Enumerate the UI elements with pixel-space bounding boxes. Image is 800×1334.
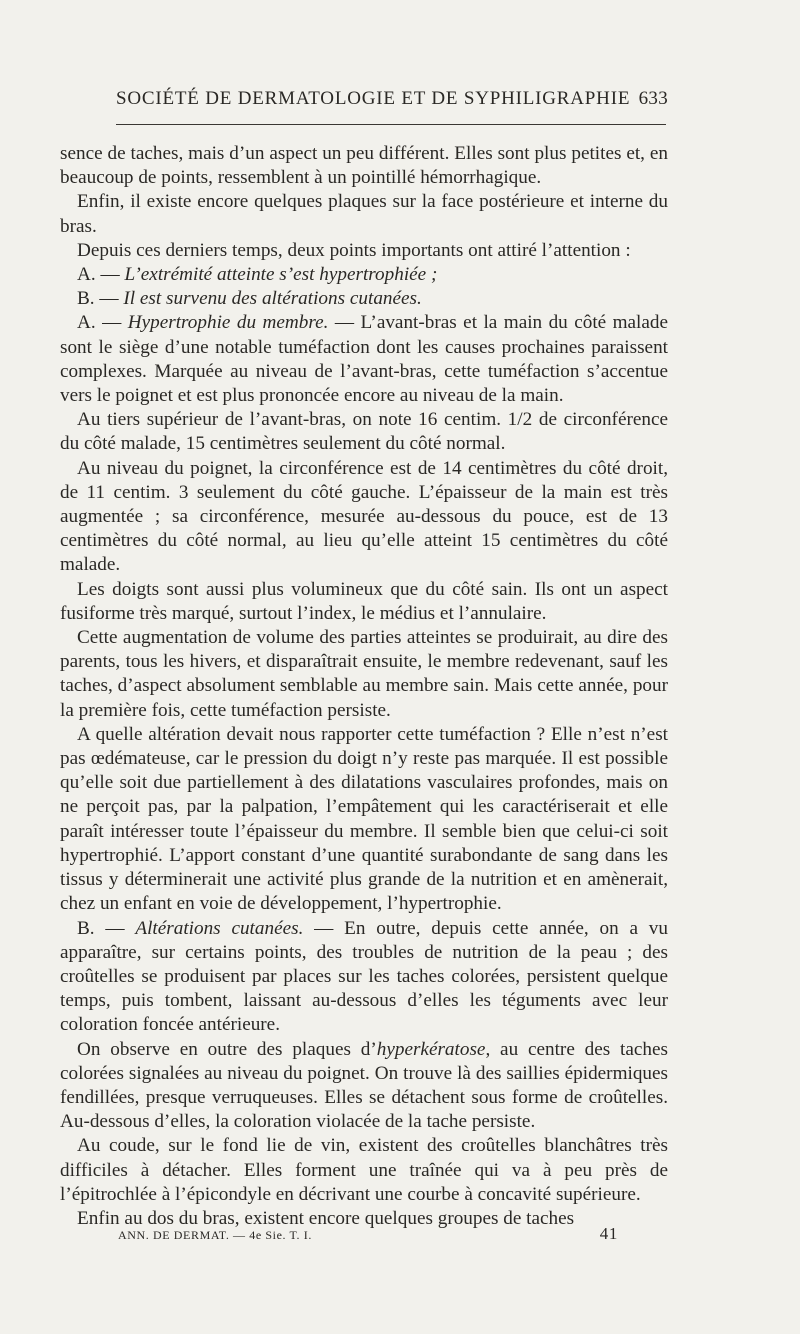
page-number: 633: [638, 88, 668, 109]
text-run: On observe en outre des plaques d’: [77, 1038, 377, 1060]
header-rule: [116, 124, 666, 125]
paragraph: Au tiers supérieur de l’avant-bras, on note 16 centim. 1/2 de circonférence du côté malade, 15 centimètres seulement du côté normal.: [60, 409, 668, 455]
list-label: B. —: [77, 288, 119, 310]
paragraph: Les doigts sont aussi plus volumineux que du côté sain. Ils ont un aspect fusiforme très marqué, surtout l’index, le médius et l’annulaire.: [60, 578, 668, 624]
signature-mark: 41: [599, 1224, 618, 1243]
paragraph: Depuis ces derniers temps, deux points importants ont attiré l’attention :: [77, 239, 631, 261]
header-title: SOCIÉTÉ DE DERMATOLOGIE ET DE SYPHILIGRAPHIE: [116, 88, 631, 109]
paragraph: A quelle altération devait nous rapporter cette tuméfaction ? Elle n’est n’est pas œdémateuse, car le pression du doigt n’y reste pas marquée. Il est possible qu’elle soit due partiellement à des dilatations vasculaires profondes, mais on ne perçoit pas, par la palpation, l’empâtement qui les caractériserait et elle paraît intéresser toute l’épaisseur du membre. Il semble bien que celui-ci soit hypertrophié. L’apport constant d’une quantité surabondante de sang dans les tissus y déterminerait une activité plus grande de la nutrition et en amènerait, chez un enfant en voie de développement, l’hypertrophie.: [60, 723, 668, 915]
running-header: [116, 88, 668, 110]
section-label: A. —: [77, 312, 122, 334]
list-label: A. —: [77, 264, 120, 286]
paragraph: Au coude, sur le fond lie de vin, existent des croûtelles blanchâtres très difficiles à détacher. Elles forment une traînée qui va à peu près de l’épitrochlée à l’épicondyle en décrivant une courbe à concavité supérieure.: [60, 1135, 668, 1205]
list-item-b: [60, 287, 668, 311]
section-hypertrophie: [60, 311, 668, 408]
journal-reference: ANN. DE DERMAT. — 4e Sie. T. I.: [118, 1228, 312, 1242]
section-alterations: [60, 917, 668, 1038]
list-text: Il est survenu des altérations cutanées.: [123, 288, 422, 310]
italic-term: hyperkératose: [376, 1038, 486, 1060]
section-label: B. —: [77, 917, 125, 939]
list-text: L’extrémité atteinte s’est hypertrophiée ;: [124, 264, 438, 286]
paragraph: [60, 1038, 668, 1135]
text-run: , au centre des taches colorées signalées au niveau du poignet. On trouve là des saillies épidermiques fendillées, presque verruqueuses. Elles se détachent sous forme de croûtelles. Au-dessous d’elles, la coloration violacée de la tache persiste.: [60, 1038, 668, 1133]
section-title: Altérations cutanées.: [135, 917, 304, 939]
paragraph: Au niveau du poignet, la circonférence est de 14 centimètres du côté droit, de 11 centim. 3 seulement du côté gauche. L’épaisseur de la main est très augmentée ; sa circonférence, mesurée au-dessous du pouce, est de 13 centimètres du côté normal, au lieu qu’elle atteint 15 centimètres du côté malade.: [60, 457, 668, 576]
paragraph: Enfin au dos du bras, existent encore quelques groupes de taches: [77, 1207, 575, 1229]
list-item-a: [60, 263, 668, 287]
section-text: — L’avant-bras et la main du côté malade sont le siège d’une notable tuméfaction dont les causes prochaines paraissent complexes. Marquée au niveau de l’avant-bras, cette tuméfaction s’accentue vers le poignet et est plus prononcée encore au niveau de la main.: [60, 312, 669, 407]
section-title: Hypertrophie du membre.: [127, 312, 329, 334]
paragraph: Enfin, il existe encore quelques plaques sur la face postérieure et interne du bras.: [60, 191, 668, 237]
page-footer: [118, 1224, 618, 1244]
paragraph: Cette augmentation de volume des parties atteintes se produirait, au dire des parents, tous les hivers, et disparaîtrait ensuite, le membre redevenant, sauf les taches, d’aspect absolument semblable au membre sain. Mais cette année, pour la première fois, cette tuméfaction persiste.: [60, 627, 668, 721]
body-text: [60, 142, 668, 1231]
section-text: — En outre, depuis cette année, on a vu apparaître, sur certains points, des troubles de nutrition de la peau ; des croûtelles se produisent par places sur les taches colorées, persistent quelque temps, puis tombent, laissant au-dessous d’elles les téguments avec leur coloration foncée antérieure.: [60, 917, 668, 1036]
paragraph: sence de taches, mais d’un aspect un peu différent. Elles sont plus petites et, en beaucoup de points, ressemblent à un pointillé hémorrhagique.: [60, 143, 668, 189]
